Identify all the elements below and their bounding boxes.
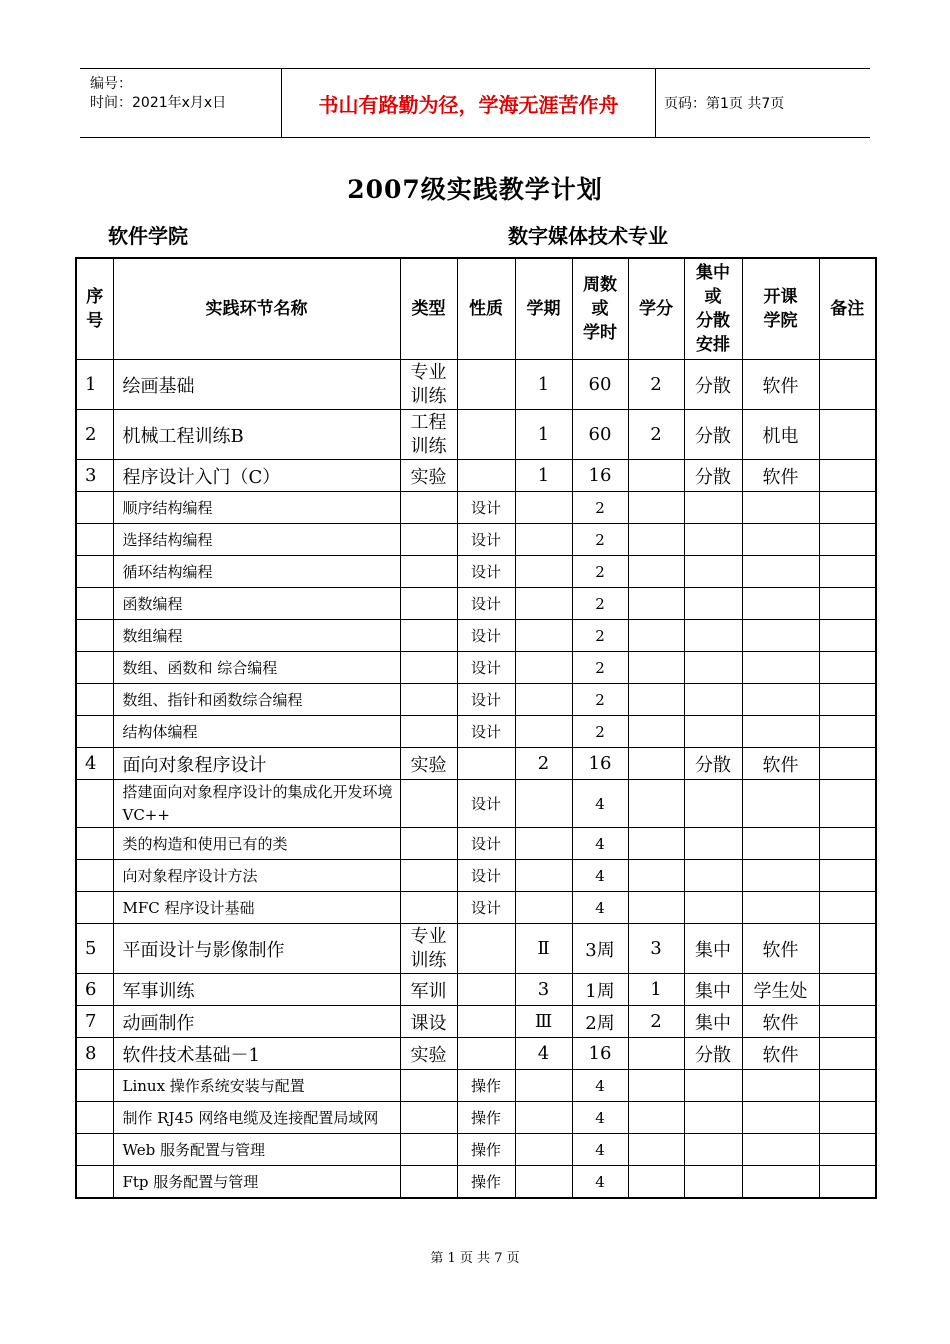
cell-hours: 2: [572, 524, 628, 556]
cell-term: 3: [515, 974, 572, 1006]
cell-hours: 2: [572, 716, 628, 748]
table-row: [76, 1006, 876, 1038]
cell-nature: 操作: [457, 1134, 515, 1166]
cell-hours: 2周: [572, 1006, 628, 1038]
cell-name: Ftp 服务配置与管理: [113, 1166, 400, 1199]
cell-note: [819, 1070, 876, 1102]
table-row: [76, 460, 876, 492]
cell-college: [742, 860, 819, 892]
cell-nature: 设计: [457, 652, 515, 684]
cell-term: [515, 892, 572, 924]
cell-nature: [457, 460, 515, 492]
cell-nature: 设计: [457, 492, 515, 524]
cell-note: [819, 892, 876, 924]
cell-seq: 4: [76, 748, 113, 780]
cell-hours: 60: [572, 410, 628, 460]
table-row: [76, 410, 876, 460]
col-header-seq: 序 号: [76, 258, 113, 360]
cell-name: MFC 程序设计基础: [113, 892, 400, 924]
cell-term: 2: [515, 748, 572, 780]
cell-name: Linux 操作系统安装与配置: [113, 1070, 400, 1102]
cell-type-line: 工程: [410, 411, 447, 433]
cell-type: [400, 924, 457, 974]
cell-arrange: [684, 716, 742, 748]
table-row: [76, 620, 876, 652]
cell-name: 程序设计入门（C）: [113, 460, 400, 492]
col-header-hours: 周数 或 学时: [572, 258, 628, 360]
cell-college: [742, 492, 819, 524]
cell-hours: 4: [572, 1166, 628, 1199]
cell-arrange: [684, 1166, 742, 1199]
cell-nature: 设计: [457, 780, 515, 828]
page-header: [80, 68, 870, 138]
cell-college: 软件: [742, 1038, 819, 1070]
cell-arrange: [684, 620, 742, 652]
cell-seq: [76, 716, 113, 748]
cell-seq: [76, 652, 113, 684]
cell-credit: 1: [628, 974, 684, 1006]
cell-arrange: [684, 1102, 742, 1134]
table-row: [76, 892, 876, 924]
cell-hours: 2: [572, 492, 628, 524]
col-header-arrange: 集中 或 分散 安排: [684, 258, 742, 360]
cell-type: [400, 684, 457, 716]
cell-note: [819, 588, 876, 620]
cell-term: Ⅱ: [515, 924, 572, 974]
cell-term: [515, 1166, 572, 1199]
cell-seq: [76, 780, 113, 828]
col-header-term: 学期: [515, 258, 572, 360]
cell-seq: [76, 556, 113, 588]
cell-arrange: [684, 1134, 742, 1166]
cell-type: [400, 556, 457, 588]
cell-hours: 4: [572, 1070, 628, 1102]
cell-type-line: 专业: [410, 925, 447, 947]
cell-name: 循环结构编程: [113, 556, 400, 588]
cell-nature: [457, 1006, 515, 1038]
major-name: 数字媒体技术专业: [508, 224, 668, 248]
cell-name: 结构体编程: [113, 716, 400, 748]
table-row: [76, 716, 876, 748]
cell-college: [742, 1070, 819, 1102]
cell-arrange: [684, 588, 742, 620]
cell-college: [742, 588, 819, 620]
col-header-type: 类型: [400, 258, 457, 360]
cell-type: [400, 524, 457, 556]
cell-credit: [628, 524, 684, 556]
cell-credit: [628, 556, 684, 588]
cell-arrange: 分散: [684, 748, 742, 780]
cell-name: 选择结构编程: [113, 524, 400, 556]
cell-hours: 4: [572, 828, 628, 860]
cell-credit: [628, 1038, 684, 1070]
cell-note: [819, 460, 876, 492]
cell-college: [742, 892, 819, 924]
cell-name: 函数编程: [113, 588, 400, 620]
cell-seq: 8: [76, 1038, 113, 1070]
cell-hours: 4: [572, 1134, 628, 1166]
cell-name: 搭建面向对象程序设计的集成化开发环境 VC++: [113, 780, 400, 828]
cell-type: 课设: [400, 1006, 457, 1038]
cell-nature: 设计: [457, 892, 515, 924]
cell-term: 1: [515, 360, 572, 410]
cell-name: 软件技术基础－1: [113, 1038, 400, 1070]
document-time-label: 时间：2021年x月x日: [90, 95, 227, 111]
cell-note: [819, 360, 876, 410]
cell-credit: [628, 620, 684, 652]
table-row: [76, 748, 876, 780]
cell-term: [515, 524, 572, 556]
cell-credit: 2: [628, 1006, 684, 1038]
cell-nature: 设计: [457, 860, 515, 892]
cell-nature: [457, 1038, 515, 1070]
cell-type-line: 训练: [410, 385, 447, 407]
cell-name: 数组、函数和 综合编程: [113, 652, 400, 684]
cell-note: [819, 716, 876, 748]
cell-nature: 设计: [457, 556, 515, 588]
table-row: [76, 556, 876, 588]
cell-note: [819, 1006, 876, 1038]
table-row: [76, 1166, 876, 1199]
cell-credit: [628, 1102, 684, 1134]
cell-name: 动画制作: [113, 1006, 400, 1038]
cell-type-line: 训练: [410, 949, 447, 971]
cell-college: 学生处: [742, 974, 819, 1006]
cell-term: 1: [515, 460, 572, 492]
cell-nature: [457, 748, 515, 780]
page-footer: 第 1 页 共 7 页: [430, 1251, 520, 1266]
cell-term: [515, 588, 572, 620]
cell-nature: 设计: [457, 828, 515, 860]
cell-college: [742, 1102, 819, 1134]
cell-nature: [457, 974, 515, 1006]
table-row: [76, 828, 876, 860]
col-header-college: 开课 学院: [742, 258, 819, 360]
cell-seq: [76, 588, 113, 620]
cell-arrange: [684, 652, 742, 684]
cell-type: [400, 1070, 457, 1102]
cell-type: 军训: [400, 974, 457, 1006]
table-body: [76, 360, 876, 1199]
cell-type: [400, 1166, 457, 1199]
document-title: 2007级实践教学计划: [347, 175, 603, 204]
cell-credit: [628, 1166, 684, 1199]
cell-credit: 2: [628, 360, 684, 410]
cell-type: 实验: [400, 1038, 457, 1070]
document-number-label: 编号：: [90, 76, 132, 92]
cell-type-line: 专业: [410, 361, 447, 383]
cell-hours: 16: [572, 1038, 628, 1070]
cell-seq: 6: [76, 974, 113, 1006]
cell-college: [742, 620, 819, 652]
cell-term: [515, 716, 572, 748]
cell-name: 平面设计与影像制作: [113, 924, 400, 974]
cell-term: [515, 780, 572, 828]
col-header-note: 备注: [819, 258, 876, 360]
cell-type: [400, 360, 457, 410]
cell-term: [515, 556, 572, 588]
cell-term: [515, 684, 572, 716]
cell-arrange: 集中: [684, 974, 742, 1006]
cell-credit: [628, 716, 684, 748]
cell-nature: 设计: [457, 620, 515, 652]
header-meta: [80, 69, 280, 137]
cell-arrange: [684, 828, 742, 860]
cell-credit: [628, 828, 684, 860]
cell-arrange: 分散: [684, 360, 742, 410]
cell-college: [742, 1134, 819, 1166]
cell-note: [819, 1038, 876, 1070]
table-row: [76, 1102, 876, 1134]
cell-credit: [628, 892, 684, 924]
cell-note: [819, 410, 876, 460]
cell-nature: 设计: [457, 588, 515, 620]
cell-arrange: [684, 780, 742, 828]
cell-note: [819, 924, 876, 974]
cell-type: [400, 1134, 457, 1166]
cell-nature: 操作: [457, 1070, 515, 1102]
table-row: [76, 1134, 876, 1166]
cell-note: [819, 780, 876, 828]
cell-type-line: 训练: [410, 435, 447, 457]
cell-credit: [628, 780, 684, 828]
table-row: [76, 780, 876, 828]
cell-arrange: 分散: [684, 1038, 742, 1070]
cell-hours: 4: [572, 780, 628, 828]
cell-type: [400, 716, 457, 748]
cell-nature: [457, 924, 515, 974]
cell-seq: [76, 1102, 113, 1134]
table-row: [76, 652, 876, 684]
cell-college: [742, 828, 819, 860]
cell-note: [819, 620, 876, 652]
cell-credit: [628, 684, 684, 716]
cell-seq: 5: [76, 924, 113, 974]
cell-seq: [76, 1166, 113, 1199]
cell-credit: [628, 748, 684, 780]
cell-seq: 2: [76, 410, 113, 460]
col-header-credit: 学分: [628, 258, 684, 360]
cell-nature: 设计: [457, 684, 515, 716]
cell-credit: [628, 492, 684, 524]
cell-type: [400, 892, 457, 924]
cell-arrange: [684, 1070, 742, 1102]
table-row: [76, 492, 876, 524]
cell-term: [515, 860, 572, 892]
cell-credit: 3: [628, 924, 684, 974]
cell-credit: [628, 652, 684, 684]
col-header-nature: 性质: [457, 258, 515, 360]
cell-arrange: 分散: [684, 460, 742, 492]
cell-name: 顺序结构编程: [113, 492, 400, 524]
cell-hours: 4: [572, 860, 628, 892]
cell-type: [400, 780, 457, 828]
cell-college: [742, 780, 819, 828]
cell-arrange: [684, 860, 742, 892]
cell-seq: 7: [76, 1006, 113, 1038]
cell-name: 类的构造和使用已有的类: [113, 828, 400, 860]
cell-nature: 操作: [457, 1166, 515, 1199]
cell-college: 机电: [742, 410, 819, 460]
cell-arrange: [684, 684, 742, 716]
table-row: [76, 860, 876, 892]
cell-seq: [76, 1070, 113, 1102]
cell-type: [400, 828, 457, 860]
cell-hours: 2: [572, 556, 628, 588]
cell-credit: [628, 1070, 684, 1102]
cell-arrange: [684, 492, 742, 524]
cell-name: 数组、指针和函数综合编程: [113, 684, 400, 716]
col-header-name: 实践环节名称: [113, 258, 400, 360]
cell-term: [515, 1102, 572, 1134]
cell-college: 软件: [742, 360, 819, 410]
cell-arrange: [684, 524, 742, 556]
cell-note: [819, 524, 876, 556]
header-page-info: 页码：第1页 共7页: [664, 96, 785, 112]
cell-term: [515, 652, 572, 684]
cell-seq: [76, 828, 113, 860]
cell-college: 软件: [742, 748, 819, 780]
cell-note: [819, 860, 876, 892]
cell-college: [742, 652, 819, 684]
table-row: [76, 974, 876, 1006]
cell-hours: 1周: [572, 974, 628, 1006]
cell-arrange: 分散: [684, 410, 742, 460]
cell-note: [819, 684, 876, 716]
cell-term: [515, 1070, 572, 1102]
cell-seq: [76, 684, 113, 716]
cell-type: [400, 588, 457, 620]
cell-name: 绘画基础: [113, 360, 400, 410]
cell-seq: [76, 620, 113, 652]
cell-nature: 设计: [457, 524, 515, 556]
cell-hours: 2: [572, 588, 628, 620]
table-row: [76, 924, 876, 974]
cell-term: 1: [515, 410, 572, 460]
cell-hours: 2: [572, 652, 628, 684]
cell-arrange: 集中: [684, 1006, 742, 1038]
cell-note: [819, 492, 876, 524]
college-name: 软件学院: [108, 224, 188, 248]
cell-term: [515, 828, 572, 860]
cell-type: [400, 860, 457, 892]
cell-seq: 1: [76, 360, 113, 410]
cell-nature: 设计: [457, 716, 515, 748]
cell-seq: [76, 860, 113, 892]
cell-note: [819, 1102, 876, 1134]
cell-college: 软件: [742, 460, 819, 492]
cell-name: 制作 RJ45 网络电缆及连接配置局域网: [113, 1102, 400, 1134]
cell-note: [819, 974, 876, 1006]
cell-nature: [457, 360, 515, 410]
table-row: [76, 588, 876, 620]
cell-term: [515, 492, 572, 524]
cell-type: [400, 492, 457, 524]
cell-name: 向对象程序设计方法: [113, 860, 400, 892]
cell-college: [742, 684, 819, 716]
cell-hours: 16: [572, 460, 628, 492]
cell-hours: 2: [572, 684, 628, 716]
cell-college: [742, 716, 819, 748]
cell-note: [819, 1134, 876, 1166]
cell-term: 4: [515, 1038, 572, 1070]
cell-term: [515, 620, 572, 652]
cell-seq: [76, 1134, 113, 1166]
cell-credit: [628, 860, 684, 892]
cell-note: [819, 828, 876, 860]
cell-nature: [457, 410, 515, 460]
cell-credit: [628, 1134, 684, 1166]
header-motto: 书山有路勤为径，学海无涯苦作舟: [281, 69, 656, 137]
cell-hours: 3周: [572, 924, 628, 974]
cell-note: [819, 652, 876, 684]
table-row: [76, 684, 876, 716]
cell-note: [819, 748, 876, 780]
cell-credit: [628, 588, 684, 620]
cell-college: 软件: [742, 924, 819, 974]
cell-hours: 60: [572, 360, 628, 410]
cell-hours: 4: [572, 1102, 628, 1134]
cell-type: 实验: [400, 748, 457, 780]
cell-term: Ⅲ: [515, 1006, 572, 1038]
cell-name: 面向对象程序设计: [113, 748, 400, 780]
cell-term: [515, 1134, 572, 1166]
cell-type: [400, 652, 457, 684]
cell-nature: 操作: [457, 1102, 515, 1134]
cell-name: 军事训练: [113, 974, 400, 1006]
cell-type: [400, 410, 457, 460]
cell-hours: 2: [572, 620, 628, 652]
cell-type: [400, 1102, 457, 1134]
table-row: [76, 524, 876, 556]
cell-note: [819, 556, 876, 588]
cell-college: [742, 524, 819, 556]
cell-name: 机械工程训练B: [113, 410, 400, 460]
cell-credit: 2: [628, 410, 684, 460]
cell-seq: 3: [76, 460, 113, 492]
cell-name: 数组编程: [113, 620, 400, 652]
cell-type: [400, 620, 457, 652]
cell-name: Web 服务配置与管理: [113, 1134, 400, 1166]
cell-college: [742, 1166, 819, 1199]
cell-arrange: [684, 556, 742, 588]
cell-college: [742, 556, 819, 588]
cell-arrange: 集中: [684, 924, 742, 974]
table-row: [76, 360, 876, 410]
cell-type: 实验: [400, 460, 457, 492]
cell-credit: [628, 460, 684, 492]
cell-hours: 16: [572, 748, 628, 780]
table-row: [76, 1070, 876, 1102]
cell-seq: [76, 492, 113, 524]
practice-plan-table: [75, 257, 877, 1199]
cell-seq: [76, 892, 113, 924]
cell-hours: 4: [572, 892, 628, 924]
cell-arrange: [684, 892, 742, 924]
table-row: [76, 1038, 876, 1070]
cell-seq: [76, 524, 113, 556]
table-header-row: [76, 258, 876, 360]
cell-college: 软件: [742, 1006, 819, 1038]
cell-note: [819, 1166, 876, 1199]
